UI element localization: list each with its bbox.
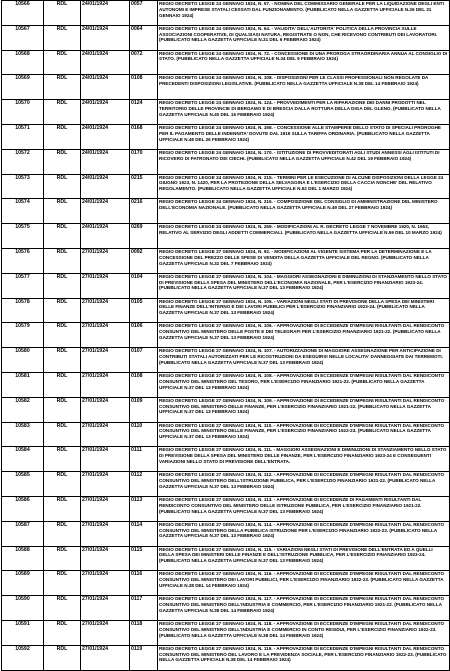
act-date: 27/01/1924 [81,645,130,670]
act-code: 0168 [130,124,158,149]
record-number: 10590 [2,596,44,621]
act-code: 0064 [130,25,158,50]
record-number: 10591 [2,620,44,645]
record-number: 10575 [2,224,44,249]
record-number: 10580 [2,348,44,373]
table-row [2,75,450,100]
act-type: RDL [44,100,81,125]
table-row [2,323,450,348]
act-code: 0112 [130,472,158,497]
act-type: RDL [44,149,81,174]
act-description: REGIO DECRETO LEGGE 27 GENNAIO 1924, N. 113. - APPROVAZIONE DI ECCEDENZE DI PAGAMENTI RISULTANTI DAL RENDICONTO CONSUNTIVO DEL MINISTERO DELLE ISTRUZIONE PUBBLICA, PER L'ESERCIZIO FINANZIARIO 1921-22. (PUBBLICATO NELLA GAZZETTA UFFICIALE N.37 DEL 13 FEBBRAIO 1924) [158,496,450,521]
act-description: REGIO DECRETO LEGGE 24 GENNAIO 1924, N. 64. - VALIDITA' DELL'AUTORITA' POLITICA DELLA PROVINCIA SULLE ASSOCIAZIONI COOPERATIVE, DI QUALSIASI NATURA, REGISTRATE O NON, CHE RICEVONO CONTRIBUTI DEI LAVORATORI. (PUBBLICATO NELLA GAZZETTA UFFICIALE N.31 DEL 6 FEBBRAIO 1924) [158,25,450,50]
table-row [2,124,450,149]
act-date: 27/01/1924 [81,323,130,348]
act-description: REGIO DECRETO LEGGE 24 GENNAIO 1924, N. 108. - DISPOSIZIONI PER LE CLASSI PROFESSIONALI NON REGOLATE DA PRECEDENTI DISPOSIZIONI LEGISLATIVE. (PUBBLICATO NELLA GAZZETTA UFFICIALE N.38 DEL 14 FEBBRAIO 1924) [158,75,450,100]
act-description: REGIO DECRETO LEGGE 27 GENNAIO 1924, N. 105. - VARIAZIONI NEGLI STATI DI PREVISIONE DELLA SPESA DEI MINISTERI DELLE FINANZE DELL'INTERNO E DEI LAVORI PUBBLICI PER L'ESERCIZIO FINANZIARIO 1923-24. (PUBBLICATO NELLA GAZZETTA UFFICIALE N.37 DEL 13 FEBBRAIO 1924) [158,298,450,323]
act-date: 27/01/1924 [81,596,130,621]
act-code: 0105 [130,298,158,323]
act-type: RDL [44,645,81,670]
record-number: 10577 [2,273,44,298]
record-number: 10570 [2,100,44,125]
record-number: 10569 [2,75,44,100]
act-type: RDL [44,224,81,249]
act-description: REGIO DECRETO LEGGE 27 GENNAIO 1924, N. 114. - APPROVAZIONE DI ECCEDENZE D'IMPEGNI RISULTANTI DAL RENDICONTO CONSUNTIVO DEL MINISTERO DELLA PUBBLICA ISTRUZIONE PER L'ESERCIZIO FINANZIARIO 1922-23. (PUBBLICATO NELLA GAZZETTA UFFICIALE N.37 DEL 13 FEBBRAIO 1924) [158,521,450,546]
act-code: 0124 [130,100,158,125]
act-date: 27/01/1924 [81,348,130,373]
table-row [2,472,450,497]
act-date: 27/01/1924 [81,546,130,571]
table-row [2,25,450,50]
act-date: 24/01/1924 [81,124,130,149]
act-description: REGIO DECRETO LEGGE 27 GENNAIO 1924, N. 115. - VARIAZIONI NEGLI STATI DI PREVISIONE DELL'ENTRATA ED A QUELLI DELLA SPESA DEI MINISTERI DELLE FINANZE E DELL'ISTRUZIONE PUBBLICA, PER L'ESERCIZIO FINANZIARIO 1923-24. (PUBBLICATO NELLA GAZZETTA UFFICIALE N.37 DEL 13 FEBBRAIO 1924) [158,546,450,571]
act-date: 27/01/1924 [81,521,130,546]
act-description: REGIO DECRETO LEGGE 27 GENNAIO 1924, N. 106. - APPROVAZIONE DI ECCEDENZE D'IMPEGNI RISULTANTI DAL RENDICONTO CONSUNTIVO DEL MINISTERO DELLE POSTE E DEI TELEGRAFI PER L'ESERCIZIO FINANZIARIO 1921-22. (PUBBLICATO NELLA GAZZETTA UFFICIALE N.37 DEL 13 FEBBRAIO 1924) [158,323,450,348]
act-date: 27/01/1924 [81,248,130,273]
act-date: 27/01/1924 [81,422,130,447]
act-type: RDL [44,620,81,645]
table-row [2,50,450,75]
table-row [2,620,450,645]
act-type: RDL [44,372,81,397]
act-description: REGIO DECRETO LEGGE 24 GENNAIO 1924, N. 170. - ISTITUZIONE DI PROVVEDITORATI AGLI STUDI ANNESSI AGLI ISTITUTI DI RICOVERO DI PATRONATO DEI CIECHI. (PUBBLICATO NELLA GAZZETTA UFFICIALE N.42 DEL 19 FEBBRAIO 1924) [158,149,450,174]
act-code: 0104 [130,273,158,298]
act-description: REGIO DECRETO LEGGE 24 GENNAIO 1924, N. 72. - CONCESSIONE DI UNA PROROGA STRAORDINARIA ANNUA AL CONSIGLIO DI STATO. (PUBBLICATO NELLA GAZZETTA UFFICIALE N.34 DEL 9 FEBBRAIO 1924) [158,50,450,75]
table-row [2,447,450,472]
record-number: 10578 [2,298,44,323]
act-date: 27/01/1924 [81,298,130,323]
act-type: RDL [44,1,81,26]
table-row [2,224,450,249]
act-code: 0110 [130,422,158,447]
record-number: 10573 [2,174,44,199]
act-date: 27/01/1924 [81,447,130,472]
act-type: RDL [44,298,81,323]
act-description: REGIO DECRETO LEGGE 27 GENNAIO 1924, N. 117. - APPROVAZIONE DI ECCEDENZE D'IMPEGNI RISULTANTI DAL RENDICONTO CONSUNTIVO DEL MINISTERO DELL'INDUSTRIA E COMMERCIO, PER L'ESERCIZIO FINANZIARIO 1921-22. (PUBBLICATO NELLA GAZZETTA UFFICIALE N.38 DEL 14 FEBBRAIO 1924) [158,596,450,621]
record-number: 10585 [2,472,44,497]
act-type: RDL [44,273,81,298]
act-description: REGIO DECRETO LEGGE 27 GENNAIO 1924, N. 119. - APPROVAZIONE DI ECCEDENZE D'IMPEGNI RISULTANTI DAL RENDICONTO CONSUNTIVO DEL MINISTERO DEL LAVORO E LA PREVIDENZA SOCIALE, PER L'ESERCIZIO FINANZIARIO 1922-23. (PUBBLICATO NELLA GAZZETTA UFFICIALE N.38 DEL 14 FEBBRAIO 1924) [158,645,450,670]
table-row [2,596,450,621]
record-number: 10584 [2,447,44,472]
act-type: RDL [44,174,81,199]
act-description: REGIO DECRETO LEGGE 27 GENNAIO 1924, N. 104. - MAGGIORI ASSEGNAZIONI E DIMINUZIONI DI STANZIAMENTO NELLO STATO DI PREVISIONE DELLA SPESA DEL MINISTERO DELL'ECONOMIA NAZIONALE, PER L'ESERCIZIO FINANZIARIO 1923-24. (PUBBLICATO NELLA GAZZETTA UFFICIALE N.37 DEL 13 FEBBRAIO 1924) [158,273,450,298]
act-code: 0107 [130,348,158,373]
record-number: 10583 [2,422,44,447]
act-type: RDL [44,124,81,149]
table-row [2,372,450,397]
act-description: REGIO DECRETO LEGGE 27 GENNAIO 1924, N. 111. - MAGGIORI ASSEGNAZIONI E DIMINUZIONI DI STANZIAMENTO NELLO STATO DI PREVISIONE DELLA SPESA DEL MINISTERO DELLE FINANZE, PER L'ESERCIZIO FINANZIARIO 1923-24 E CONSEGUENTI VARIAZIONI NELLO STATO DI PREVISIONE DELL'ENTRATA. [158,447,450,472]
record-number: 10586 [2,496,44,521]
act-date: 27/01/1924 [81,496,130,521]
record-number: 10568 [2,50,44,75]
table-row [2,571,450,596]
act-description: REGIO DECRETO LEGGE 24 GENNAIO 1924, N. 168. - CONCESSIONE ALLE STAMPERIE DELLO STATO DI SPECIALI PROROGHE PER IL PAGAMENTO DELLE INDENNITA' DOVUTE DAL 1919 SULLA TARIFFA ORDINARIA. (PUBBLICATO NELLA GAZZETTA UFFICIALE N.48 DEL 26 FEBBRAIO 1924) [158,124,450,149]
act-code: 0216 [130,199,158,224]
table-row [2,1,450,26]
table-row [2,422,450,447]
act-type: RDL [44,199,81,224]
act-type: RDL [44,248,81,273]
act-date: 24/01/1924 [81,224,130,249]
act-description: REGIO DECRETO LEGGE 27 GENNAIO 1924, N. 118. - APPROVAZIONE DI ECCEDENZE D'IMPEGNI RISULTANTI DAL RENDICONTO CONSUNTIVO DEL MINISTERO DELL'INDUSTRIA E COMMERCIO IN CONTO RESIDUI, PER L'ESERCIZIO FINANZIARIO 1922-23. (PUBBLICATO NELLA GAZZETTA UFFICIALE N.38 DEL 14 FEBBRAIO 1924) [158,620,450,645]
act-code: 0106 [130,323,158,348]
act-type: RDL [44,348,81,373]
act-date: 27/01/1924 [81,397,130,422]
act-code: 0111 [130,447,158,472]
act-date: 24/01/1924 [81,50,130,75]
record-number: 10571 [2,124,44,149]
act-date: 27/01/1924 [81,571,130,596]
table-row [2,521,450,546]
act-description: REGIO DECRETO LEGGE 27 GENNAIO 1924, N. 108. - APPROVAZIONE DI ECCEDENZE D'IMPEGNI RISULTANTI DAL RENDICONTO CONSUNTIVO DEL MINISTERO DEL TESORO, PER L'ESERCIZIO FINANZIARIO 1921-22. (PUBBLICATO NELLA GAZZETTA UFFICIALE N.37 DEL 13 FEBBRAIO 1924) [158,372,450,397]
act-description: REGIO DECRETO LEGGE 24 GENNAIO 1924, N. 57. - NOMINA DEL COMMISSARIO GENERALE PER LA LIQUIDAZIONE DEGLI ENTI AUTONOMI E IMPRESE STATALI CESSATI DAL FUNZIONAMENTO. (PUBBLICATO NELLA GAZZETTA UFFICIALE N.26 DEL 31 GENNAIO 1924) [158,1,450,26]
act-code: 0092 [130,248,158,273]
act-type: RDL [44,397,81,422]
table-row [2,273,450,298]
table-row [2,546,450,571]
act-description: REGIO DECRETO LEGGE 27 GENNAIO 1924, N. 116. - APPROVAZIONE DI ECCEDENZE D'IMPEGNI RISULTANTI DAL RENDICONTO CONSUNTIVO DEL MINISTERO DEI LAVORI PUBBLICI, PER L'ESERCIZIO FINANZIARIO 1922-23. (PUBBLICATO NELLA GAZZETTA UFFICIALE N.38 DEL 14 FEBBRAIO 1924) [158,571,450,596]
table-row [2,645,450,670]
act-type: RDL [44,496,81,521]
act-type: RDL [44,472,81,497]
record-number: 10579 [2,323,44,348]
record-number: 10567 [2,25,44,50]
act-description: REGIO DECRETO LEGGE 27 GENNAIO 1924, N. 112. - APPROVAZIONE DI ECCEDENZE D'IMPEGNI RISULTANTI DAL RENDICONTO CONSUNTIVO DEL MINISTERO DELL'ISTRUZIONE PUBBLICA, PER L'ESERCIZIO FINANZIARIO 1921-22. (PUBBLICATO NELLA GAZZETTA UFFICIALE N.37 DEL 13 FEBBRAIO 1924) [158,472,450,497]
record-number: 10589 [2,571,44,596]
record-number: 10574 [2,199,44,224]
act-date: 27/01/1924 [81,472,130,497]
table-row [2,199,450,224]
act-code: 0114 [130,521,158,546]
act-code: 0109 [130,397,158,422]
act-date: 24/01/1924 [81,174,130,199]
act-date: 24/01/1924 [81,75,130,100]
act-code: 0118 [130,620,158,645]
act-date: 24/01/1924 [81,149,130,174]
act-type: RDL [44,521,81,546]
act-type: RDL [44,422,81,447]
record-number: 10588 [2,546,44,571]
act-code: 0116 [130,571,158,596]
act-code: 0072 [130,50,158,75]
act-date: 24/01/1924 [81,1,130,26]
act-code: 0057 [130,1,158,26]
act-description: REGIO DECRETO LEGGE 27 GENNAIO 1924, N. 109. - APPROVAZIONE DI ECCEDENZE D'IMPEGNI RISULTANTI DAL RENDICONTO CONSUNTIVO DEL MINISTERO DELLE FINANZE, PER L'ESERCIZIO FINANZIARIO 1921-22. (PUBBLICATO NELLA GAZZETTA UFFICIALE N.37 DEL 13 FEBBRAIO 1924) [158,397,450,422]
decree-register-table [1,0,450,671]
decree-register-body [2,1,450,671]
table-row [2,149,450,174]
act-description: REGIO DECRETO LEGGE 24 GENNAIO 1924, N. 216. - COMPOSIZIONE DEL CONSIGLIO DI AMMINISTRAZIONE DEL MINISTERO DELL'ECONOMIA NAZIONALE. (PUBBLICATO NELLA GAZZETTA UFFICIALE N.49 DEL 27 FEBBRAIO 1924) [158,199,450,224]
table-row [2,397,450,422]
table-row [2,348,450,373]
act-code: 0108 [130,75,158,100]
act-code: 0269 [130,224,158,249]
act-type: RDL [44,25,81,50]
act-date: 27/01/1924 [81,372,130,397]
act-date: 27/01/1924 [81,273,130,298]
act-description: REGIO DECRETO LEGGE 27 GENNAIO 1924, N. 107. - AUTORIZZAZIONE DI MAGGIORE ASSEGNAZIONE PER ANTICIPAZIONE DI CONTRIBUTI STATALI AUTORIZZATI PER LE RICOSTRUZIONI DA ESEGUIRSI NELLE LOCALITA' DANNEGGIATE DAI TERREMOTI. (PUBBLICATO NELLA GAZZETTA UFFICIALE N.37 DEL 13 FEBBRAIO 1924) [158,348,450,373]
record-number: 10576 [2,248,44,273]
act-type: RDL [44,447,81,472]
act-code: 0113 [130,496,158,521]
act-type: RDL [44,50,81,75]
record-number: 10592 [2,645,44,670]
table-row [2,496,450,521]
table-row [2,100,450,125]
record-number: 10587 [2,521,44,546]
act-type: RDL [44,323,81,348]
act-code: 0115 [130,546,158,571]
table-row [2,248,450,273]
act-date: 24/01/1924 [81,100,130,125]
act-description: REGIO DECRETO LEGGE 27 GENNAIO 1924, N. 110. - APPROVAZIONE DI ECCEDENZE D'IMPEGNI RISULTANTI DAL RENDICONTO CONSUNTIVO DEL MINISTERO DELLE FINANZE, PER L'ESERCIZIO FINANZIARIO 1922-23. (PUBBLICATO NELLA GAZZETTA UFFICIALE N.37 DEL 13 FEBBRAIO 1924) [158,422,450,447]
act-code: 0117 [130,596,158,621]
act-type: RDL [44,546,81,571]
act-date: 27/01/1924 [81,620,130,645]
act-type: RDL [44,596,81,621]
act-type: RDL [44,571,81,596]
record-number: 10582 [2,397,44,422]
act-code: 0170 [130,149,158,174]
act-date: 24/01/1924 [81,199,130,224]
record-number: 10572 [2,149,44,174]
act-description: REGIO DECRETO LEGGE 24 GENNAIO 1924, N. 124. - PROVVEDIMENTI PER LA RIPARAZIONE DEI DANNI PRODOTTI NEL TERRITORIO DELLE PROVINCIE DI BERGAMO E DI BRESCIA DALLA ROTTURA DELLA DIGA DEL GLENO. (PUBBLICATO NELLA GAZZETTA UFFICIALE N.40 DEL 16 FEBBRAIO 1924) [158,100,450,125]
act-code: 0108 [130,372,158,397]
table-row [2,174,450,199]
act-date: 24/01/1924 [81,25,130,50]
table-row [2,298,450,323]
act-code: 0119 [130,645,158,670]
act-type: RDL [44,75,81,100]
act-description: REGIO DECRETO LEGGE 27 GENNAIO 1924, N. 92. - MODIFICAZIONI AL VIGENTE SISTEMA PER LA DETERMINAZIONE E LA CONCESSIONE DEL PREZZO DELLE SPESE DI VENDITA DELLA GAZZETTA UFFICIALE DEL REGNO. (PUBBLICATO NELLA GAZZETTA UFFICIALE N.32 DEL 7 FEBBRAIO 1924) [158,248,450,273]
act-description: REGIO DECRETO LEGGE 24 GENNAIO 1924, N. 269. - MODIFICAZIONI AL R. DECRETO LEGGE 7 NOVEMBRE 1920, N. 1663, RELATIVO AL SERVIZIO DEGLI ADDETTI COMMERCIALI. (PUBBLICATO NELLA GAZZETTA UFFICIALE N.59 DEL 10 MARZO 1924) [158,224,450,249]
record-number: 10581 [2,372,44,397]
act-code: 0215 [130,174,158,199]
act-description: REGIO DECRETO LEGGE 24 GENNAIO 1924, N. 215. - TERMINI PER LE ESECUZIONE DI ALCUNE DISPOSIZIONI DELLA LEGGE 24 GIUGNO 1923, N. 1420, PER LA PROTEZIONE DELLA SELVAGGINA E L'ESERCIZIO DELLA CACCIA NONCHE' DEL RELATIVO REGOLAMENTO. (PUBBLICATO NELLA GAZZETTA UFFICIALE N.52 DEL 1 MARZO 1924) [158,174,450,199]
record-number: 10566 [2,1,44,26]
